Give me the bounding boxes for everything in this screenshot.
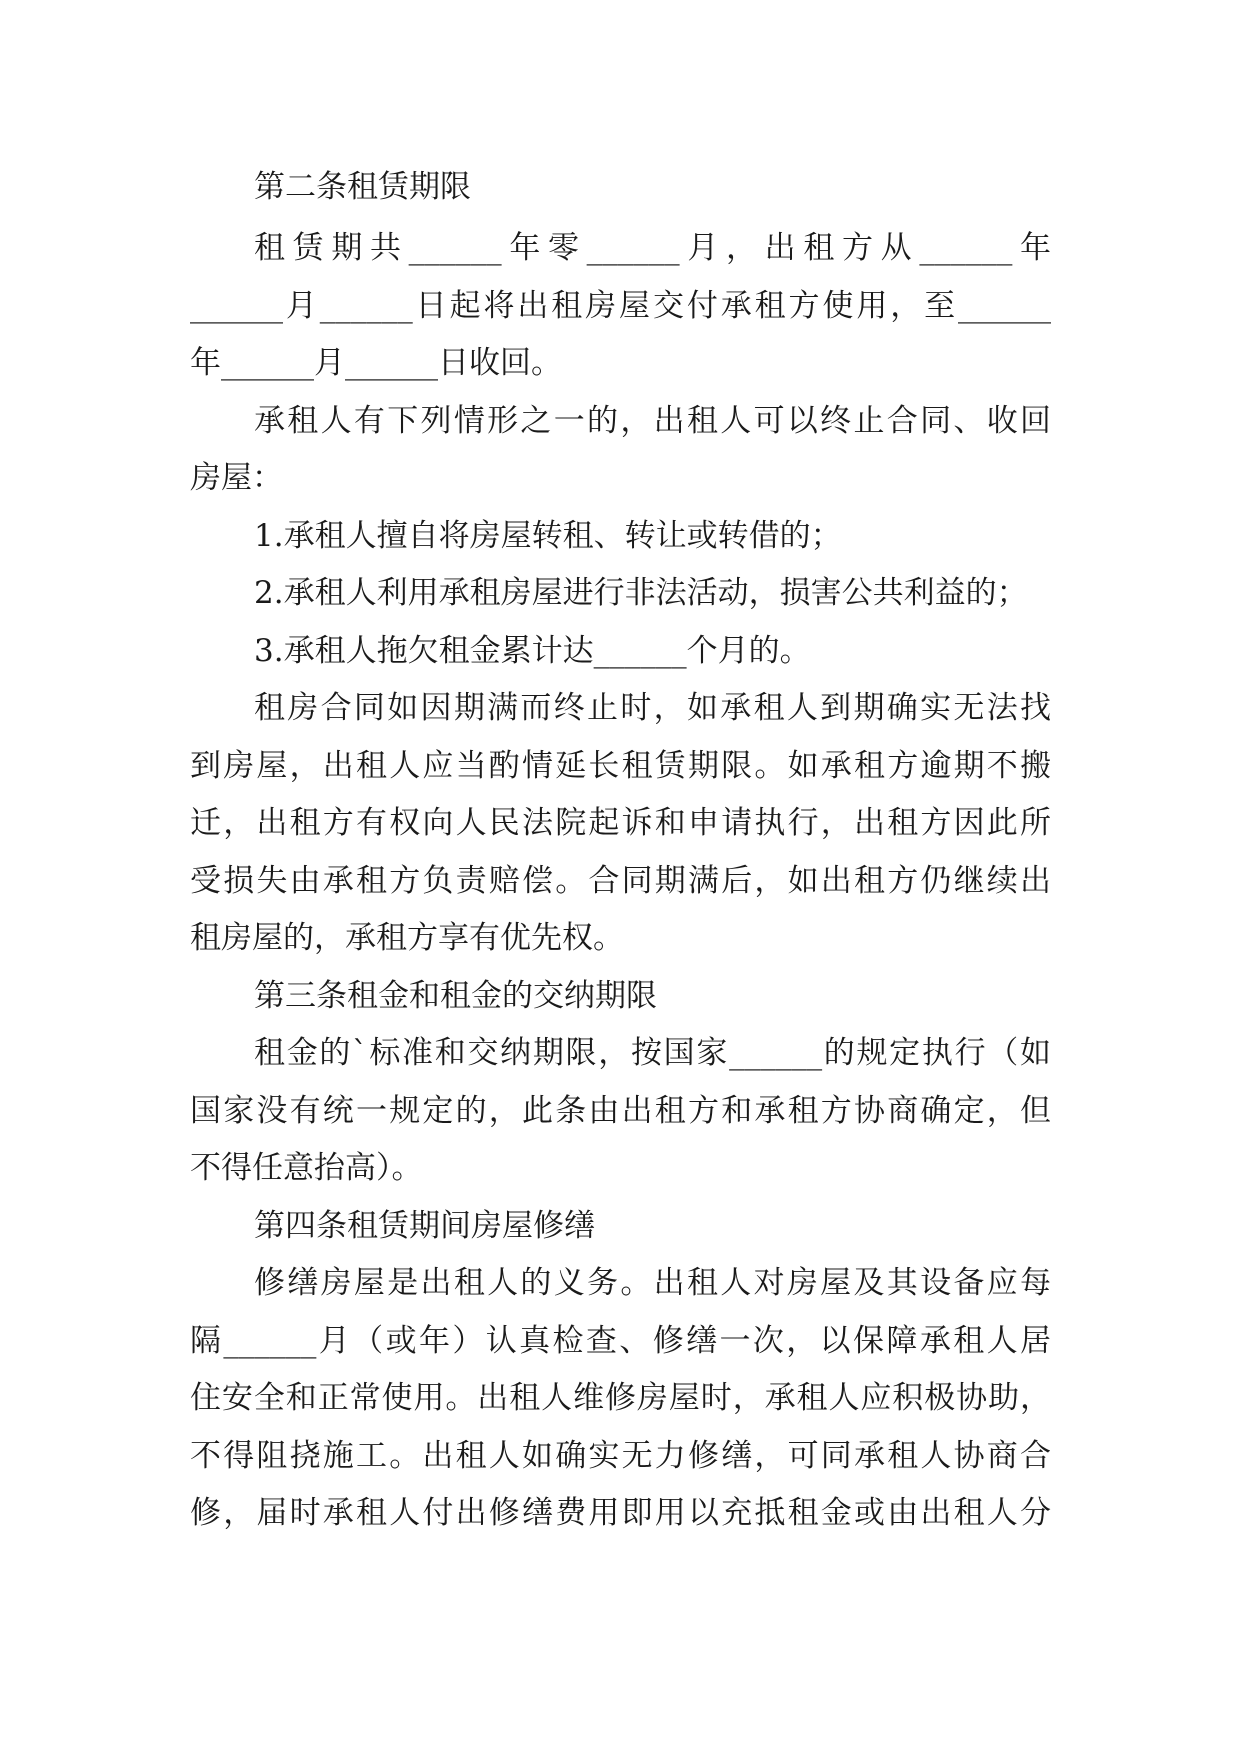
paragraph-line: 迁，出租方有权向人民法院起诉和申请执行，出租方因此所 [190,805,1051,841]
list-item: 3.承租人拖欠租金累计达______个月的。 [254,633,811,669]
paragraph-line: 修，届时承租人付出修缮费用即用以充抵租金或由出租人分 [190,1495,1051,1531]
paragraph-line: 租赁期共______年零______月，出租方从______年 [254,230,1051,266]
paragraph-line: 不得阻挠施工。出租人如确实无力修缮，可同承租人协商合 [190,1438,1051,1474]
paragraph-line: 租房屋的，承租方享有优先权。 [190,920,624,956]
section-heading-term: 第二条租赁期限 [254,169,471,205]
section-heading-rent: 第三条租金和租金的交纳期限 [254,978,657,1014]
paragraph-line: 隔______月（或年）认真检查、修缮一次，以保障承租人居 [190,1323,1051,1359]
paragraph-line: 租房合同如因期满而终止时，如承租人到期确实无法找 [254,690,1051,726]
paragraph-line: 修缮房屋是出租人的义务。出租人对房屋及其设备应每 [254,1265,1051,1301]
paragraph-line: 到房屋，出租人应当酌情延长租赁期限。如承租方逾期不搬 [190,748,1051,784]
paragraph-line: 年______月______日收回。 [190,345,562,381]
paragraph-line: ______月______日起将出租房屋交付承租方使用，至______ [190,288,1051,324]
section-heading-repair: 第四条租赁期间房屋修缮 [254,1208,595,1244]
list-item: 2.承租人利用承租房屋进行非法活动，损害公共利益的； [254,575,1028,611]
paragraph-line: 租金的`标准和交纳期限，按国家______的规定执行（如 [254,1035,1051,1071]
paragraph-line: 承租人有下列情形之一的，出租人可以终止合同、收回 [254,403,1051,439]
paragraph-line: 国家没有统一规定的，此条由出租方和承租方协商确定，但 [190,1093,1051,1129]
paragraph-line: 住安全和正常使用。出租人维修房屋时，承租人应积极协助， [190,1380,1051,1416]
list-item: 1.承租人擅自将房屋转租、转让或转借的； [254,518,842,554]
paragraph-line: 不得任意抬高）。 [190,1150,423,1186]
paragraph-line: 房屋： [190,460,283,496]
paragraph-line: 受损失由承租方负责赔偿。合同期满后，如出租方仍继续出 [190,863,1051,899]
